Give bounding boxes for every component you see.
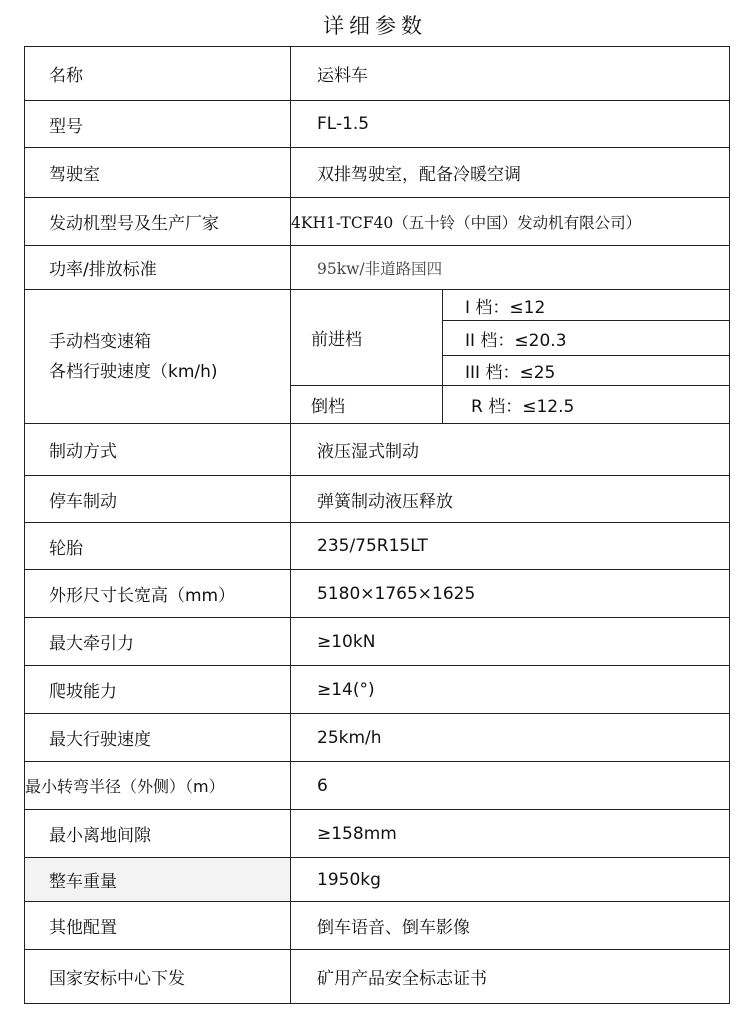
row-value: 25km/h — [291, 714, 730, 762]
table-row — [25, 810, 730, 858]
row-label: 国家安标中心下发 — [25, 950, 291, 1004]
row-value: 4KH1-TCF40（五十铃（中国）发动机有限公司） — [291, 198, 730, 246]
row-value: 液压湿式制动 — [291, 424, 730, 476]
table-row — [25, 666, 730, 714]
row-label: 功率/排放标准 — [25, 246, 291, 290]
row-value: ≥158mm — [291, 810, 730, 858]
gearbox-label — [25, 290, 291, 424]
row-value: 1950kg — [291, 858, 730, 902]
table-row — [25, 570, 730, 618]
row-label: 爬坡能力 — [25, 666, 291, 714]
row-value: 运料车 — [291, 47, 730, 101]
page-title: 详细参数 — [323, 14, 427, 38]
table-row — [25, 902, 730, 950]
gear-speed: II 档：≤20.3 — [443, 321, 730, 356]
row-label: 最小离地间隙 — [25, 810, 291, 858]
gearbox-label-line2: 各档行驶速度（km/h) — [49, 361, 218, 382]
table-row — [25, 618, 730, 666]
row-value: 6 — [291, 762, 730, 810]
spec-table — [24, 46, 730, 1004]
row-label: 最大牵引力 — [25, 618, 291, 666]
row-label: 驾驶室 — [25, 148, 291, 198]
gearbox-row — [25, 290, 730, 321]
row-label: 最大行驶速度 — [25, 714, 291, 762]
reverse-gear-label: 倒档 — [291, 386, 443, 424]
row-value: 矿用产品安全标志证书 — [291, 950, 730, 1004]
row-value: ≥14(°) — [291, 666, 730, 714]
row-value: FL-1.5 — [291, 101, 730, 148]
row-label: 其他配置 — [25, 902, 291, 950]
row-label: 型号 — [25, 101, 291, 148]
row-value: 弹簧制动液压释放 — [291, 476, 730, 523]
row-value: 5180×1765×1625 — [291, 570, 730, 618]
gearbox-label-line1: 手动档变速箱 — [49, 331, 151, 352]
row-label: 最小转弯半径（外侧）（m） — [25, 762, 291, 810]
table-row — [25, 198, 730, 246]
row-value: 双排驾驶室，配备冷暖空调 — [291, 148, 730, 198]
table-row — [25, 950, 730, 1004]
table-row — [25, 424, 730, 476]
table-row — [25, 714, 730, 762]
row-value: 95kw/非道路国四 — [291, 246, 730, 290]
table-row — [25, 858, 730, 902]
row-label: 整车重量 — [25, 858, 291, 902]
gear-speed: III 档：≤25 — [443, 356, 730, 386]
table-row — [25, 523, 730, 570]
row-value: 倒车语音、倒车影像 — [291, 902, 730, 950]
table-row — [25, 101, 730, 148]
row-label: 轮胎 — [25, 523, 291, 570]
row-label: 停车制动 — [25, 476, 291, 523]
gear-speed: I 档：≤12 — [443, 290, 730, 321]
table-row — [25, 762, 730, 810]
forward-gear-label: 前进档 — [291, 290, 443, 386]
table-row — [25, 246, 730, 290]
row-value: ≥10kN — [291, 618, 730, 666]
row-label: 外形尺寸长宽高（mm） — [25, 570, 291, 618]
row-label: 发动机型号及生产厂家 — [25, 198, 291, 246]
row-value: 235/75R15LT — [291, 523, 730, 570]
table-row — [25, 476, 730, 523]
row-label: 名称 — [25, 47, 291, 101]
table-row — [25, 148, 730, 198]
row-label: 制动方式 — [25, 424, 291, 476]
gear-speed: R 档：≤12.5 — [443, 386, 730, 424]
table-row — [25, 47, 730, 101]
